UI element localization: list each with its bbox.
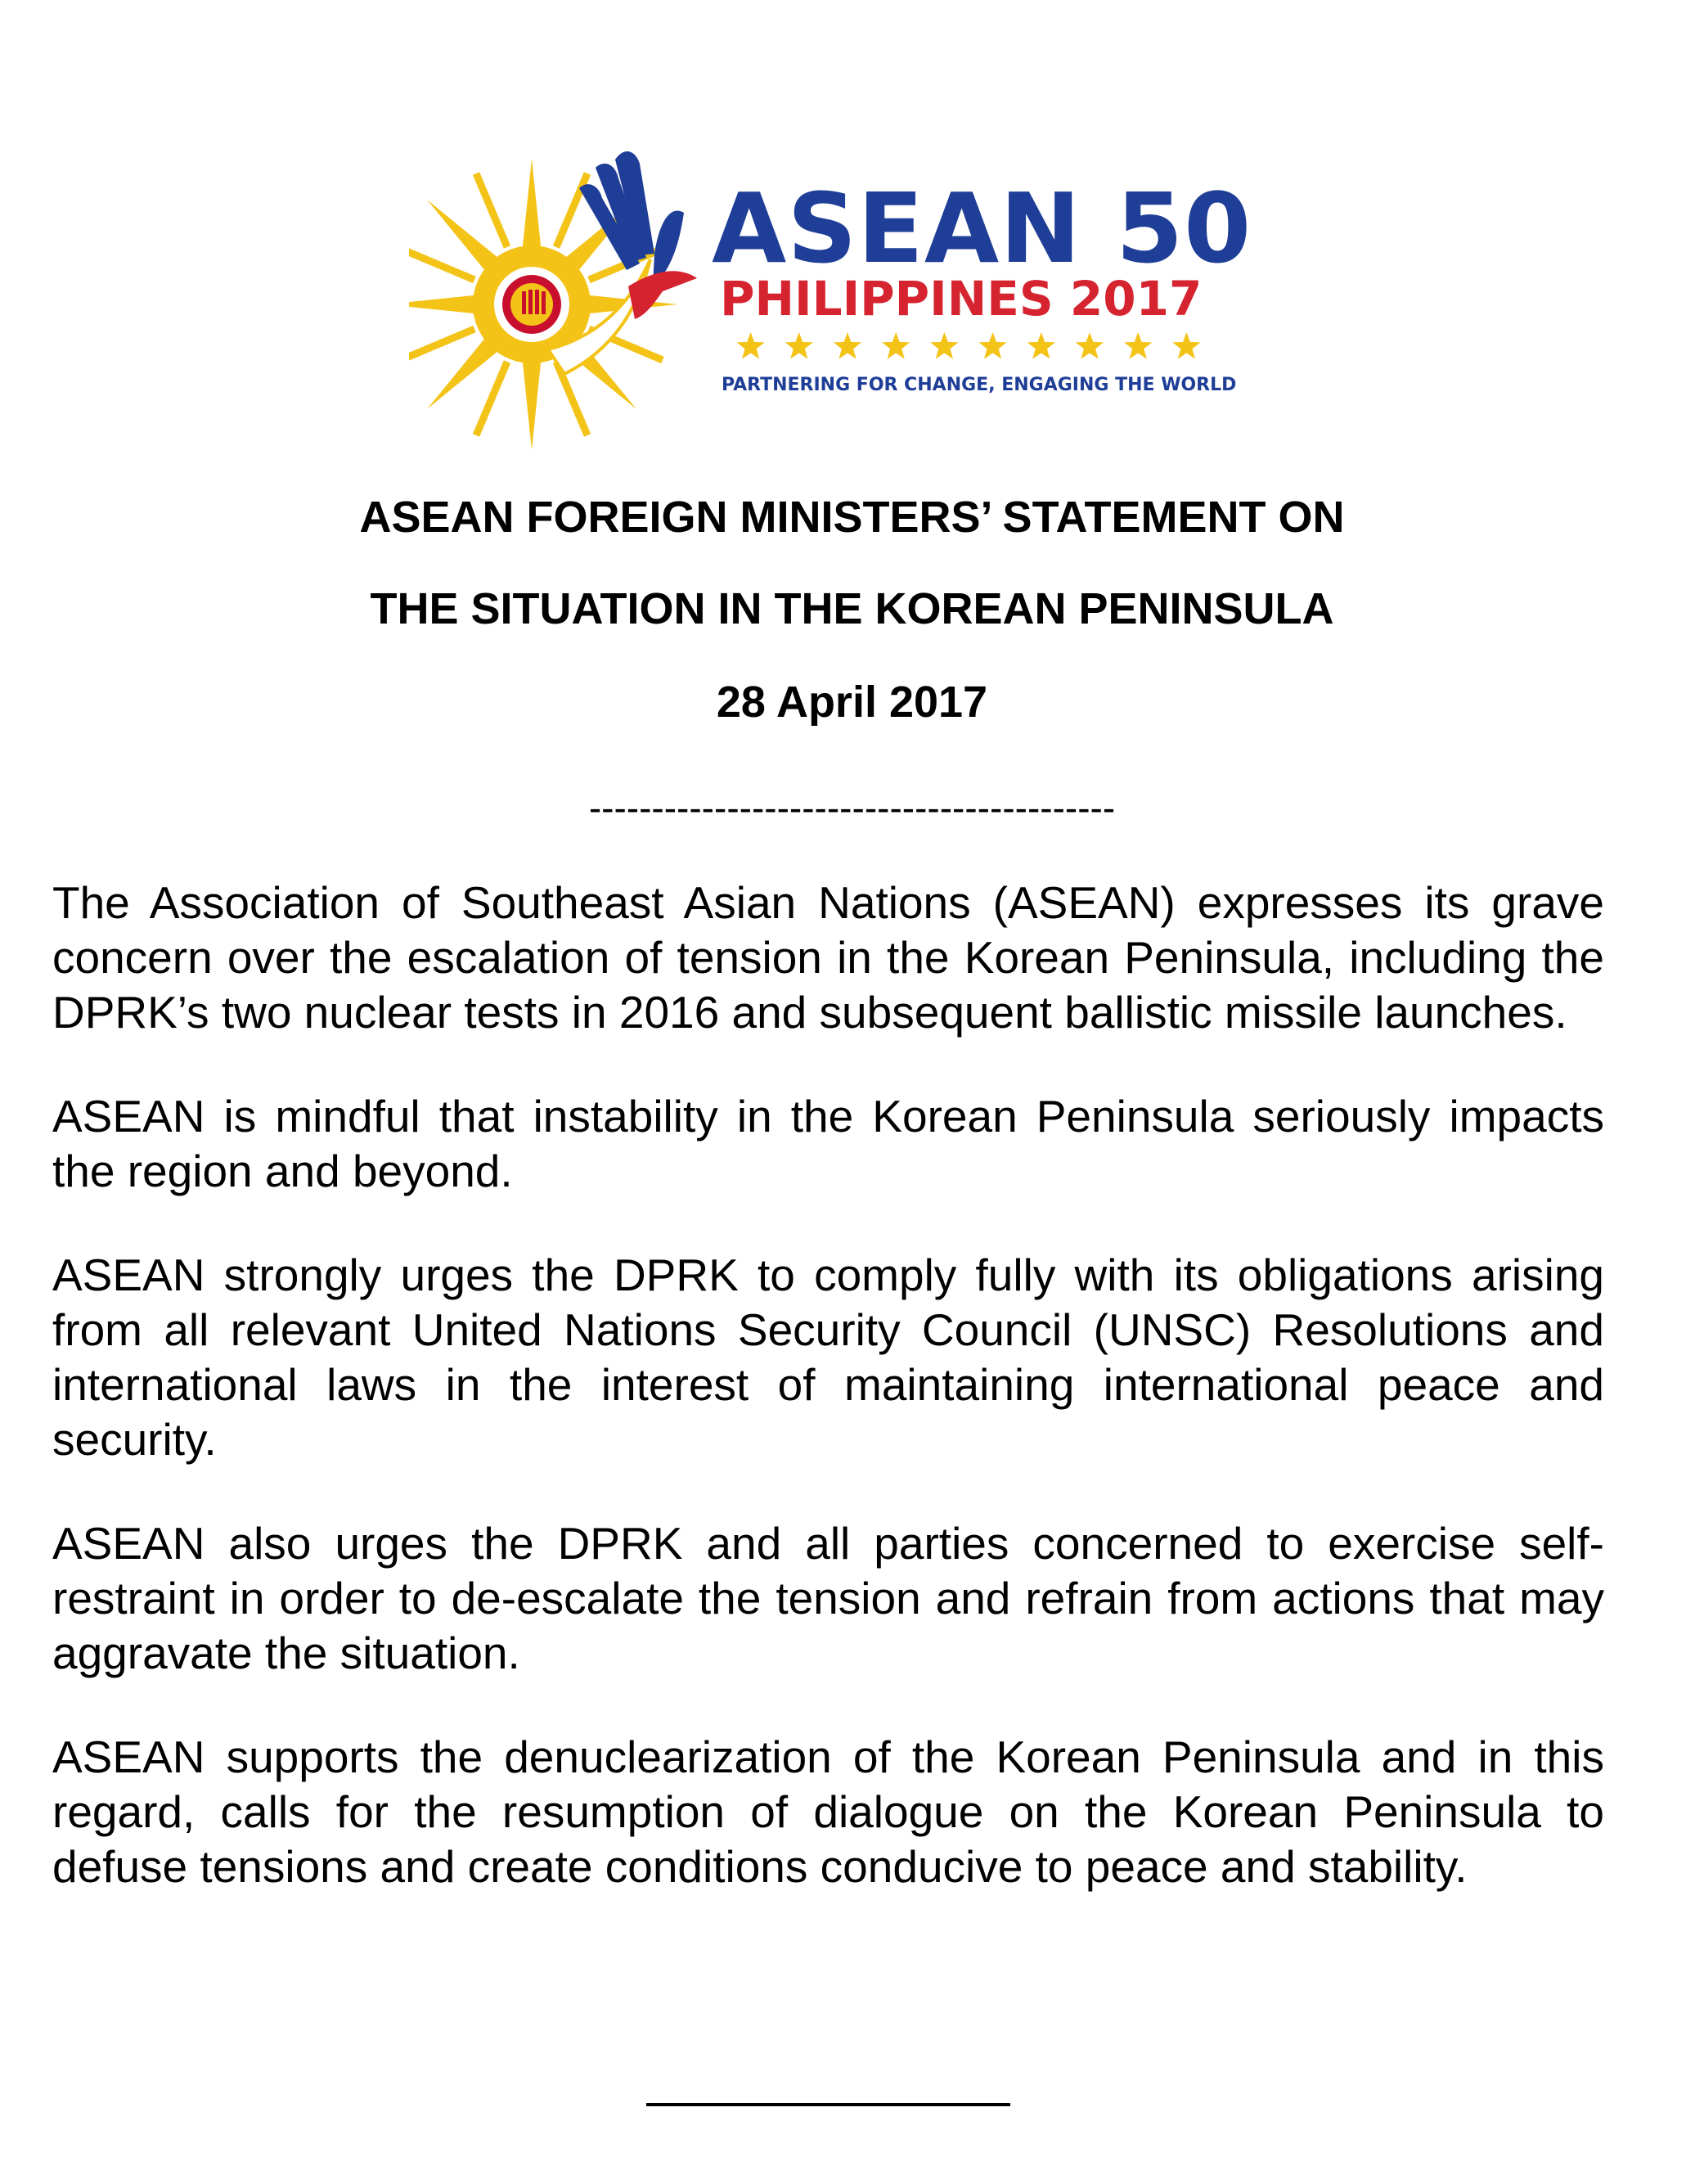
paragraph: ASEAN is mindful that instability in the Korean Peninsula seriously impacts the region and beyond.	[52, 1091, 1604, 1196]
paragraph: ASEAN supports the denuclearization of the Korean Peninsula and in this regard, calls for the resumption of dialogue on the Korean Peninsula to defuse tensions and create conditions conducive to peace and stability.	[52, 1731, 1604, 1892]
end-rule	[646, 2103, 1010, 2106]
logo-title: ASEAN 50	[712, 172, 1252, 285]
star-icon	[1124, 332, 1152, 359]
statement-body	[52, 876, 1604, 1943]
star-icon	[1027, 332, 1055, 359]
star-icon	[834, 332, 861, 359]
star-icon	[979, 332, 1007, 359]
star-icon	[882, 332, 910, 359]
logo-subtitle: PHILIPPINES 2017	[720, 271, 1203, 326]
paragraph: The Association of Southeast Asian Nations (ASEAN) expresses its grave concern over the escalation of tension in the Korean Peninsula, including the DPRK’s two nuclear tests in 2016 and subsequent ballistic missile launches.	[52, 877, 1604, 1038]
header-separator: ------------------------------------------	[588, 786, 1116, 829]
star-icon	[1172, 332, 1200, 359]
star-icon	[1076, 332, 1104, 359]
asean-50-logo	[409, 131, 1260, 466]
paragraph: ASEAN strongly urges the DPRK to comply fully with its obligations arising from all relevant United Nations Security Council (UNSC) Resolutions and international laws in the interest of maintaining international peace and security.	[52, 1250, 1604, 1465]
statement-title-line-2: THE SITUATION IN THE KOREAN PENINSULA	[370, 584, 1334, 633]
logo-tagline: PARTNERING FOR CHANGE, ENGAGING THE WORLD	[722, 375, 1237, 395]
statement-title-line-1: ASEAN FOREIGN MINISTERS’ STATEMENT ON	[359, 493, 1345, 542]
logo-stars	[726, 329, 1211, 365]
star-icon	[785, 332, 813, 359]
star-icon	[930, 332, 958, 359]
sun-dove-emblem-icon	[409, 131, 712, 466]
paragraph: ASEAN also urges the DPRK and all parties concerned to exercise self-restraint in order to de-escalate the tension and refrain from actions that may aggravate the situation.	[52, 1518, 1604, 1678]
statement-date: 28 April 2017	[716, 678, 988, 727]
star-icon	[737, 332, 765, 359]
